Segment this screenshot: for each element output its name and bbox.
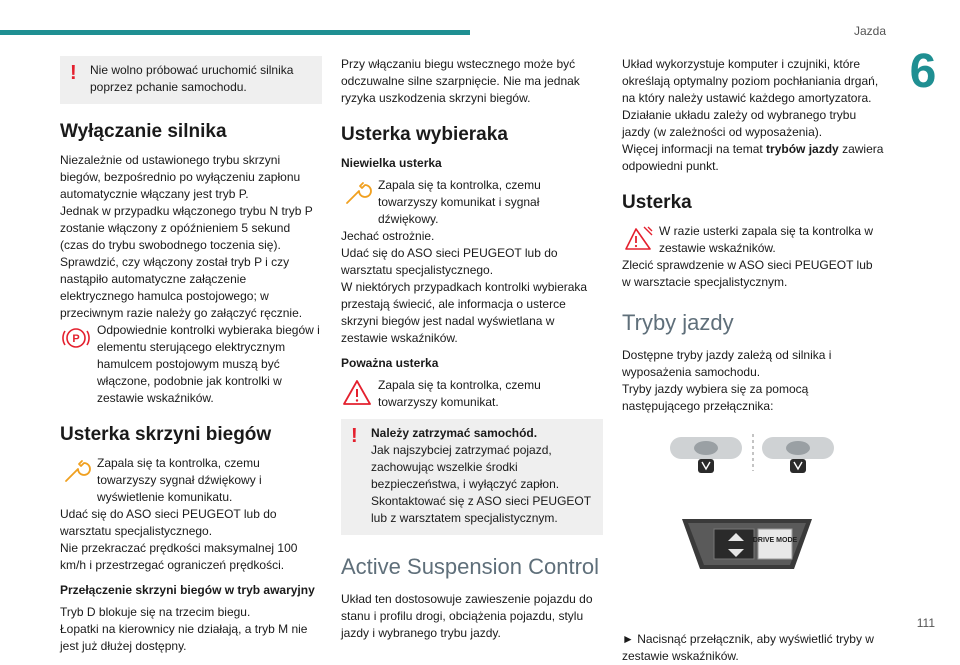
stop-warning-body-2: Skontaktować się z ASO sieci PEUGEOT lub z warsztatem specjalistycznym. bbox=[371, 494, 591, 525]
heading-selector-fault: Usterka wybieraka bbox=[341, 124, 508, 145]
text-major-icon: Zapala się ta kontrolka, czemu towarzyszy komunikat. bbox=[378, 378, 541, 409]
heading-asc: Active Suspension Control bbox=[341, 554, 600, 579]
text-minor: Jechać ostrożnie. bbox=[341, 229, 435, 243]
suspension-fault-row bbox=[622, 223, 884, 257]
suspension-warning-icon bbox=[622, 223, 654, 255]
text-emergency: Tryb D blokuje się na trzecim biegu. bbox=[60, 605, 251, 619]
text-suspension-fault: Zlecić sprawdzenie w ASO sieci PEUGEOT lub w warsztacie specjalistycznym. bbox=[622, 258, 873, 289]
text-system-2: Działanie układu zależy od wybranego trybu jazdy (w zależności od wyposażenia). bbox=[622, 108, 857, 139]
stop-warning-box bbox=[341, 419, 603, 535]
exclamation-icon: ! bbox=[351, 425, 358, 447]
gearbox-fault-row bbox=[60, 455, 322, 506]
minor-fault-row bbox=[341, 177, 603, 228]
header-bar bbox=[0, 30, 470, 35]
park-brake-row bbox=[60, 322, 322, 407]
column-1 bbox=[60, 56, 322, 655]
text-press: ► Nacisnąć przełącznik, aby wyświetlić tryby w zestawie wskaźników. bbox=[622, 632, 874, 663]
text-minor-icon: Zapala się ta kontrolka, czemu towarzyszy komunikat i sygnał dźwiękowy. bbox=[378, 178, 541, 226]
heading-engine-stop: Wyłączanie silnika bbox=[60, 121, 227, 142]
steering-wheel-right-icon bbox=[762, 437, 834, 473]
drive-mode-switch bbox=[682, 519, 812, 569]
parking-brake-icon bbox=[60, 322, 92, 354]
text-stop-3: Sprawdzić, czy włączony został tryb P i czy nastąpiło automatyczne załączenie elektrycznego hamulca postojowego; w przeciwnym razie należy go załączyć ręcznie. bbox=[60, 255, 303, 320]
steering-wheel-left-icon bbox=[670, 437, 742, 473]
text-park-icon: Odpowiednie kontrolki wybieraka biegów i elementu sterującego elektrycznym hamulcem postojowym muszą być włączone, podobnie jak kontrolki w zestawie wskaźników. bbox=[97, 323, 320, 405]
heading-minor-fault: Niewielka usterka bbox=[341, 156, 442, 170]
heading-fault: Usterka bbox=[622, 192, 692, 213]
text-more-link: trybów jazdy bbox=[766, 142, 839, 156]
drive-mode-label: DRIVE MODE bbox=[752, 537, 798, 544]
column-2 bbox=[341, 56, 603, 642]
column-3 bbox=[622, 56, 884, 665]
text-more-post: zawiera odpowiedni punkt. bbox=[622, 142, 884, 173]
heading-major-fault: Poważna usterka bbox=[341, 356, 439, 370]
exclamation-icon: ! bbox=[70, 62, 77, 84]
stop-warning-title: Należy zatrzymać samochód. bbox=[371, 426, 538, 440]
wrench-icon bbox=[341, 177, 373, 209]
drive-mode-figure bbox=[622, 429, 884, 619]
heading-gearbox-fault: Usterka skrzyni biegów bbox=[60, 424, 272, 445]
text-reverse: Przy włączaniu biegu wstecznego może być odczuwalne silne szarpnięcie. Nie ma jednak ryzyka uszkodzenia skrzyni biegów. bbox=[341, 57, 580, 105]
chapter-number: 6 bbox=[909, 45, 937, 98]
text-emergency-2: Łopatki na kierownicy nie działają, a tryb M nie jest już dłużej dostępny. bbox=[60, 622, 308, 653]
text-more bbox=[622, 141, 884, 175]
text-minor-2: Udać się do ASO sieci PEUGEOT lub do warsztatu specjalistycznego. bbox=[341, 246, 558, 277]
page-number: 111 bbox=[916, 616, 935, 630]
warning-box bbox=[60, 56, 322, 104]
text-modes-2: Tryby jazdy wybiera się za pomocą następującego przełącznika: bbox=[622, 382, 809, 413]
section-title: Jazda bbox=[853, 24, 886, 38]
text-minor-3: W niektórych przypadkach kontrolki wybieraka przestają świecić, ale informacja o usterce skrzyni biegów jest nadal wyświetlana w zestawie wskaźników. bbox=[341, 280, 588, 345]
text-asc: Układ ten dostosowuje zawieszenie pojazdu do stanu i profilu drogi, obciążenia pojazdu, stylu jazdy i wybranego trybu jazdy. bbox=[341, 592, 593, 640]
drive-mode-illustration bbox=[622, 429, 884, 619]
major-fault-row bbox=[341, 377, 603, 411]
text-more-pre: Więcej informacji na temat bbox=[622, 142, 767, 156]
svg-text:P: P bbox=[72, 333, 80, 345]
heading-drive-modes: Tryby jazdy bbox=[622, 310, 734, 335]
text-fault: Udać się do ASO sieci PEUGEOT lub do warsztatu specjalistycznego. bbox=[60, 507, 277, 538]
text-fault-2: Nie przekraczać prędkości maksymalnej 100 km/h i przestrzegać ograniczeń prędkości. bbox=[60, 541, 298, 572]
text-modes: Dostępne tryby jazdy zależą od silnika i wyposażenia samochodu. bbox=[622, 348, 832, 379]
stop-warning-body: Jak najszybciej zatrzymać pojazd, zachowując wszelkie środki bezpieczeństwa, i wyłączyć zapłon. bbox=[371, 443, 560, 491]
text-suspension-icon: W razie usterki zapala się ta kontrolka w zestawie wskaźników. bbox=[659, 224, 874, 255]
warning-text: Nie wolno próbować uruchomić silnika poprzez pchanie samochodu. bbox=[90, 63, 294, 94]
wrench-icon bbox=[60, 455, 92, 487]
warning-triangle-icon bbox=[341, 377, 373, 409]
text-system: Układ wykorzystuje komputer i czujniki, które określają optymalny poziom pochłaniania drgań, na który należy ustawić każdego amortyzatora. bbox=[622, 57, 879, 105]
text-fault-icon: Zapala się ta kontrolka, czemu towarzyszy sygnał dźwiękowy i wyświetlenie komunikatu. bbox=[97, 456, 262, 504]
text-stop-2: Jednak w przypadku włączonego trybu N tryb P zostanie włączony z opóźnieniem 5 sekund (czas do trybu swobodnego toczenia się). bbox=[60, 204, 313, 252]
text-stop: Niezależnie od ustawionego trybu skrzyni biegów, bezpośrednio po wyłączeniu zapłonu automatycznie włączany jest tryb P. bbox=[60, 153, 301, 201]
heading-emergency: Przełączenie skrzyni biegów w tryb awaryjny bbox=[60, 583, 315, 597]
